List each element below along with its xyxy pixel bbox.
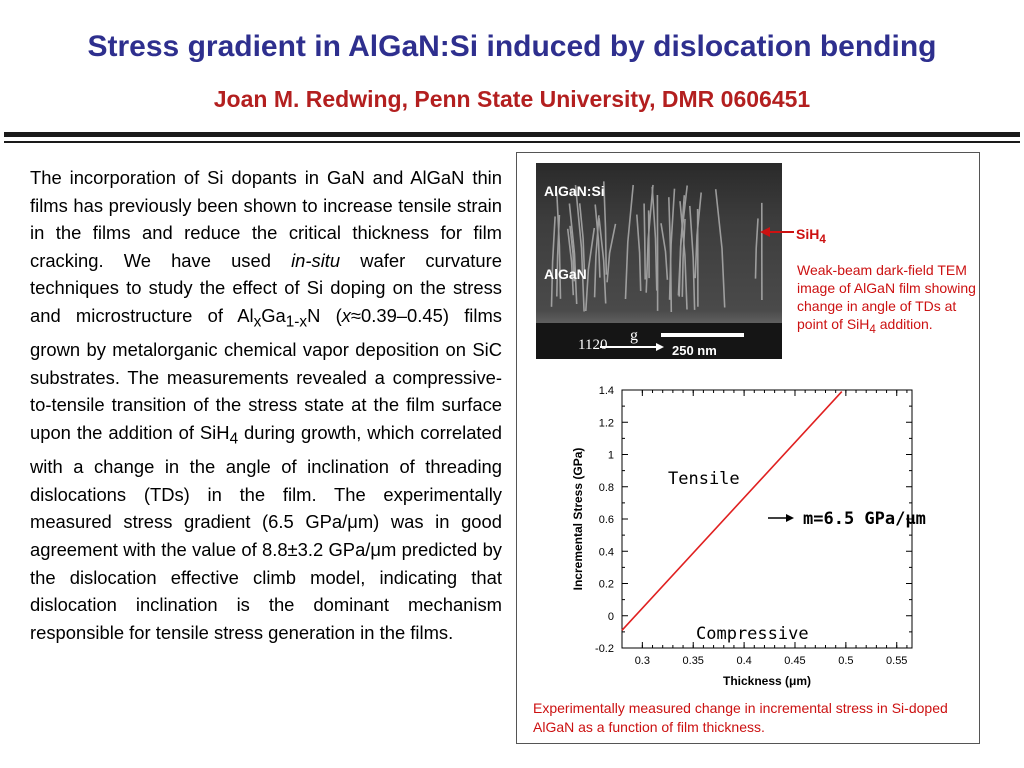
stress-thickness-chart <box>560 376 950 696</box>
tem-caption: Weak-beam dark-field TEM image of AlGaN film showing change in angle of TDs at point of SiH$_4$ addition. <box>797 262 976 336</box>
annotation-tensile: Tensile <box>668 469 740 489</box>
x-tick-label: 0.3 <box>634 655 650 667</box>
x-tick-label: 0.4 <box>736 655 752 667</box>
label-algan: AlGaN <box>544 266 587 282</box>
miller-index-label: 1120 <box>578 337 608 353</box>
sih4-label: SiH$_4$ <box>796 226 826 246</box>
body-paragraph: The incorporation of Si dopants in GaN and AlGaN thin films has previously been shown to increase tensile strain in the films and reduce the critical thickness for film cracking. We have used in-situ wafer curvature techniques to study the effect of Si doping on the stress and microstructure of $Al_xGa_{1-x}N$ (x≈0.39–0.45) films grown by metalorganic chemical vapor deposition on SiC substrates. The measurements revealed a compressive-to-tensile transition of the stress state at the film surface upon the addition of SiH$_4$ during growth, which correlated with a change in the angle of inclination of threading dislocations (TDs) in the film. The experimentally measured stress gradient (6.5 GPa/μm) was in good agreement with the value of 8.8±3.2 GPa/μm predicted by the dislocation effective climb model, indicating that dislocation inclination is the dominant mechanism responsible for tensile stress generation in the films. <box>30 167 503 643</box>
y-axis-label: Incremental Stress (GPa) <box>571 447 585 591</box>
x-tick-label: 0.5 <box>838 655 854 667</box>
y-tick-label: 0.8 <box>598 481 614 494</box>
y-tick-label: 0.4 <box>598 546 614 559</box>
page-title: Stress gradient in AlGaN:Si induced by dislocation bending <box>87 30 937 63</box>
x-tick-label: 0.55 <box>886 655 908 667</box>
x-tick-label: 0.45 <box>784 655 806 667</box>
chart-caption: Experimentally measured change in incremental stress in Si-doped AlGaN as a function of film thickness. <box>533 700 948 735</box>
scale-label: 250 nm <box>672 343 717 358</box>
sih4-arrow <box>760 224 796 240</box>
annotation-slope: m=6.5 GPa/μm <box>803 509 926 529</box>
label-algan-si: AlGaN:Si <box>544 183 605 199</box>
author-line: Joan M. Redwing, Penn State University, DMR 0606451 <box>213 86 811 112</box>
x-tick-label: 0.35 <box>682 655 704 667</box>
tem-image <box>536 163 782 359</box>
y-tick-label: 0.6 <box>598 514 614 526</box>
g-label: g <box>630 327 638 344</box>
dislocation-streak <box>649 210 650 278</box>
y-tick-label: 0.2 <box>598 578 614 591</box>
y-tick-label: 0 <box>607 610 614 623</box>
slope-arrow-head <box>786 514 794 522</box>
x-axis-label: Thickness (μm) <box>722 674 812 688</box>
y-tick-label: 1.2 <box>598 417 614 430</box>
y-tick-label: 1 <box>607 449 614 462</box>
annotation-compressive: Compressive <box>696 624 809 644</box>
y-tick-label: 1.4 <box>598 385 614 397</box>
y-tick-label: -0.2 <box>595 643 614 655</box>
header-rule-thick <box>4 132 1020 137</box>
header-rule-thin <box>4 141 1020 143</box>
